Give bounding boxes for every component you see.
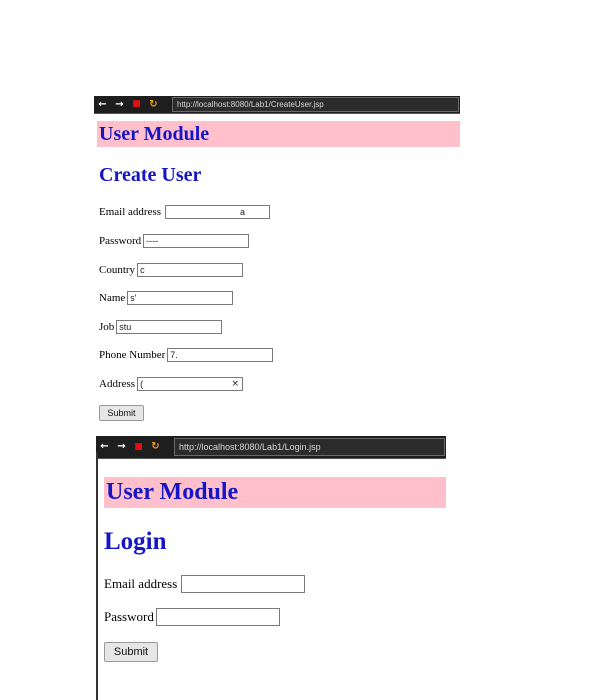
login-password-label: Password [104, 609, 154, 624]
create-password-input[interactable] [143, 234, 249, 248]
forward-arrow-icon[interactable]: → [117, 441, 126, 452]
clear-icon[interactable]: × [231, 379, 240, 389]
create-phone-input[interactable] [167, 348, 273, 362]
create-page-title: Create User [99, 164, 202, 186]
login-password-row [104, 608, 280, 626]
create-module-banner: User Module [97, 121, 460, 147]
create-url-bar[interactable]: http://localhost:8080/Lab1/CreateUser.jsp [172, 97, 459, 112]
refresh-icon[interactable]: ↻ [151, 441, 160, 452]
login-email-input[interactable] [181, 575, 305, 593]
login-submit-button[interactable]: Submit [104, 642, 158, 662]
create-email-row [99, 205, 270, 219]
address-value: ( [140, 379, 144, 389]
password-label: Password [99, 235, 142, 247]
login-email-row [104, 575, 305, 593]
login-password-input[interactable] [156, 608, 280, 626]
create-job-row [99, 320, 222, 334]
country-value: c [140, 265, 145, 275]
create-name-input[interactable] [127, 291, 233, 305]
create-name-row [99, 291, 233, 305]
create-address-input[interactable] [137, 377, 243, 391]
email-label: Email address [99, 206, 162, 218]
login-page-title: Login [104, 528, 167, 555]
create-phone-row [99, 348, 273, 362]
create-email-input[interactable] [165, 205, 270, 219]
name-value: s' [130, 293, 137, 303]
create-country-input[interactable] [137, 263, 243, 277]
back-arrow-icon[interactable]: ← [100, 441, 109, 452]
create-submit-button[interactable]: Submit [99, 405, 144, 421]
login-window-edge [96, 452, 98, 700]
create-password-row [99, 234, 249, 248]
phone-value: 7. [170, 350, 178, 360]
password-value: ---- [146, 236, 159, 246]
country-label: Country [99, 264, 136, 276]
login-module-banner: User Module [104, 477, 446, 508]
stop-icon[interactable]: ■ [134, 442, 143, 452]
create-country-row [99, 263, 243, 277]
login-url-bar[interactable]: http://localhost:8080/Lab1/Login.jsp [174, 438, 445, 456]
login-email-label: Email address [104, 576, 178, 591]
address-label: Address [99, 378, 136, 390]
stop-icon[interactable]: ■ [132, 99, 141, 109]
phone-label: Phone Number [99, 349, 166, 361]
create-address-row [99, 377, 243, 391]
job-label: Job [99, 321, 115, 333]
login-browser-toolbar [96, 436, 446, 459]
back-arrow-icon[interactable]: ← [98, 99, 107, 110]
email-value: a [239, 207, 245, 217]
forward-arrow-icon[interactable]: → [115, 99, 124, 110]
name-label: Name [99, 292, 126, 304]
create-job-input[interactable] [116, 320, 222, 334]
refresh-icon[interactable]: ↻ [149, 99, 158, 110]
job-value: stu [119, 322, 132, 332]
create-browser-toolbar [94, 96, 460, 114]
